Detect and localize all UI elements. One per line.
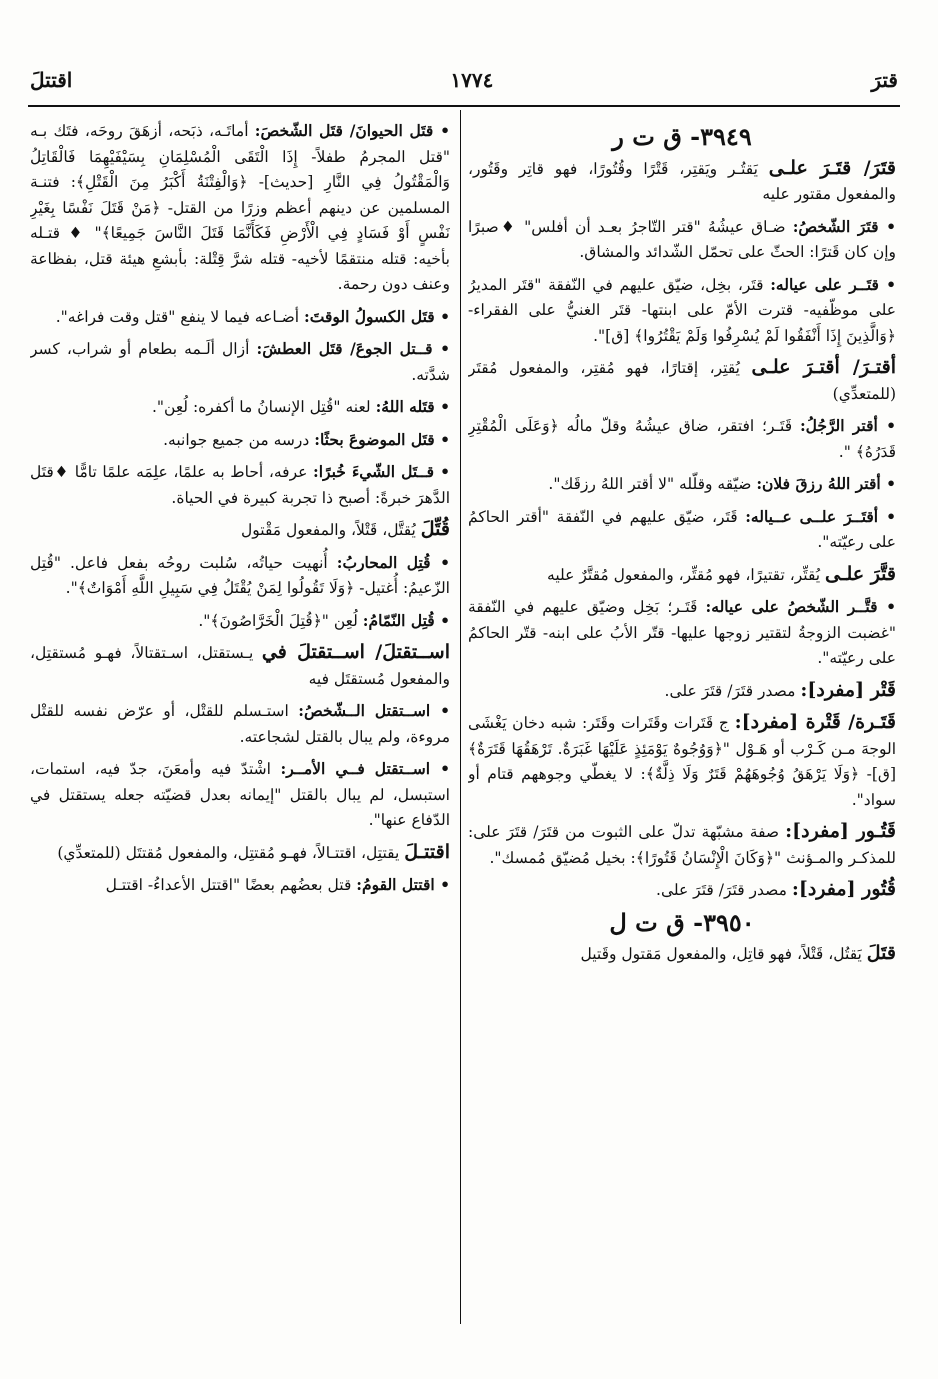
sense-headword: • قُتِل المحاربُ: [336, 552, 450, 572]
sense-paragraph [30, 427, 450, 454]
entry-headword: قَتُـور [مفرد]: [785, 820, 896, 842]
entry-headword: اســتقتلَ/ اســتقتلَ في [261, 641, 450, 663]
definition-text: لُعِن "﴿قُتِلَ الْخَرَّاصُونَ﴾". [198, 611, 363, 630]
sense-paragraph [30, 698, 450, 750]
definition-text: يَقتُـر ويَقتِر، قَتْرًا وقُتُورًا، فهو قاتِر وقَتُور، والمفعول مقتور عليه [468, 159, 896, 203]
definition-text: أماتَـه، ذبَحه، أزهَقَ روحَه، فتَك بـه "قتل المجرمُ طفلاً- إِذَا الْتَقَى الْمُسْلِمَانِ بِسَيْفَيْهِمَا فَالْقَاتِلُ وَالْمَقْتُولُ فِي النَّارِ [حديث]- ﴿وَالْفِتْنَةُ أَكْبَرُ مِنَ الْقَتْلِ﴾: فتنـة المسلمين عن دينهم أعظم وزرًا من القتل- ﴿مَنْ قَتَلَ نَفْسًا بِغَيْرِ نَفْسٍ أَوْ فَسَادٍ فِي الْأَرْضِ فَكَأَنَّمَا قَتَلَ النَّاسَ جَمِيعًا﴾" ♦ قتـله بأخيه: قتله منتقمًا لأخيه- قتله شرَّ قِتْلة: بأبشعِ هيئة قتل، بفظاعة وعنف دون رحمة. [30, 122, 450, 293]
entry-headword: قَتْر [مفرد]: [800, 678, 896, 701]
definition-text: أزال ألَـمه بطعام أو شراب، كسر شدَّته. [30, 340, 450, 384]
dictionary-entry [468, 941, 896, 968]
sense-paragraph [30, 756, 450, 834]
sense-headword: • قُتِل النّمّامُ: [362, 610, 450, 630]
sense-paragraph [468, 413, 896, 465]
dictionary-entry [468, 156, 896, 208]
page-number: ١٧٧٤ [450, 68, 494, 92]
sense-headword: • اســتقتل الــشّخصُ: [298, 701, 450, 720]
definition-text: قَتَـر؛ بَخِل وضيّق عليهم في النّفقة "غضبت الزوجةُ لتقتير زوجها عليها- قتّر الأبُ على ابنه- قتّر الحاكمُ على رعيّته". [468, 598, 896, 667]
header-rule [28, 105, 900, 107]
sense-headword: • قتَل الموضوعَ بحثًا: [314, 429, 450, 449]
definition-text: درسه من جميع جوانبه. [163, 430, 315, 449]
sense-headword: • أقتَــرَ علــى عــياله: [745, 506, 896, 526]
definition-text: أُنهيت حياتُه، سُلبت روحُه بفعل فاعل. "قُتِل الزّعيمُ: أُغتيل- ﴿وَلَا تَقُولُوا لِمَنْ يُقْتَلُ فِي سَبِيلِ اللَّهِ أَمْوَاتٌ﴾". [30, 553, 450, 597]
entry-headword: اقتتـلَ [404, 840, 450, 863]
definition-text: مصدر قتَرَ/ قتَرَ على. [664, 681, 801, 700]
dictionary-entry [468, 355, 896, 407]
definition-text: عرفه، أحاط به علمًا، علِمَه علمًا تامًّا ♦قتَل الدَّهرَ خبرةً: أصبح ذا تجربة كبيرة في الحياة. [30, 463, 450, 507]
definition-text: ج قَتَرات وقَتَرات وقَتَر: شبه دخان يَغْشَى الوجهَ مـن كَـرْب أو هَـوْل "﴿وَوُجُوهٌ يَوْمَئِذٍ عَلَيْهَا غَبَرَةٌ. تَرْهَقُهَا قَتَرَةٌ﴾ [ق]- ﴿وَلَا يَرْهَقُ وُجُوهَهُمْ قَتَرٌ وَلَا ذِلَّةٌ﴾: لا يغطّي وجوههم قتام أو سواد". [468, 714, 896, 809]
sense-headword: • قتَل الحيوانَ/ قتَل الشّخصَ: [254, 121, 450, 140]
definition-text: قتَر، بخِل، ضيّق عليهم في النّفقة "قتَر المديرُ على موظّفيه- قترت الأمّ على ابنتها- قتَر الغنيُّ على الفقراء- ﴿وَالَّذِينَ إِذَا أَنْفَقُوا لَمْ يُسْرِفُوا وَلَمْ يَقْتُرُوا﴾ [ق]". [468, 275, 896, 345]
sense-headword: • اســتقتل فــي الأمــر: [280, 759, 450, 778]
definition-text: مصدر قتَرَ/ قتَرَ على. [656, 881, 792, 899]
sense-paragraph [30, 550, 450, 602]
definition-text: ضيّقه وقلّله "لا أقتر اللهُ رزقَك". [548, 475, 757, 493]
sense-headword: • اقتتل القومُ: [356, 875, 450, 894]
definition-text: صفة مشبّهة تدلّ على الثبوت من قتَرَ/ قتَرَ على: للمذكـر والمـؤنث "﴿وَكَانَ الْإِنْسَانُ قَتُورًا﴾: بخيل مُضيّق مُمسك". [468, 823, 896, 867]
sense-paragraph [30, 608, 450, 635]
root-heading: ٣٩٥٠- ق ت ل [609, 907, 755, 937]
definition-text: قَتَـر؛ افتقر، ضاق عيشُهُ وقلّ مالُه ﴿وَعَلَى الْمُقْتِرِ قَدَرُهُ﴾ ". [468, 417, 896, 461]
definition-text: يـستقتل، اسـتقتالاً، فهـو مُستقتِل، والمفعول مُستقتَل فيه [30, 644, 450, 688]
dictionary-entry [30, 517, 450, 544]
definition-text: استـسلم للقتْل، أو عرّض نفسه للقتْل مروءة، ولم يبال بالقتل لشجاعته. [30, 702, 450, 746]
dictionary-entry [30, 840, 450, 867]
sense-paragraph [30, 336, 450, 388]
sense-paragraph [468, 504, 896, 556]
definition-text: أضـاعه فيما لا ينفع "قتل وقت فراغه". [55, 307, 304, 326]
sense-paragraph [30, 394, 450, 421]
dictionary-entry [468, 678, 896, 705]
definition-text: لعنه "قُتِل الإنسانُ ما أكفره: لُعِن". [151, 398, 376, 416]
definition-text: يُقتَّل، قَتْلاً، والمفعول مَقْتول [241, 521, 421, 539]
definition-text: ضـاق عيشُهُ "قتر التّاجرُ بعـد أن أفلس" ♦صبرًا وإن كان قَترًا: الحثّ على تحمّل الشّدائد والمشاق. [468, 217, 896, 261]
sense-paragraph [468, 214, 896, 266]
header-left-word: اقتتلَ [30, 68, 73, 92]
dictionary-entry [468, 877, 896, 904]
sense-headword: • قتَرَ الشّخصُ: [792, 216, 896, 236]
sense-paragraph [30, 459, 450, 511]
column-divider [460, 110, 461, 1324]
sense-headword: • قتَّــر الشّخصُ على عياله: [705, 597, 896, 616]
sense-paragraph [468, 594, 896, 672]
definition-text: اشْتدّ فيه وأمعَنَ، جدّ فيه، استمات، استبسل، لم يبال بالقتل "إيمانه بعدل قضيّته جعله يستقتل في الدّفاع عنها". [30, 760, 450, 829]
root-heading: ٣٩٤٩- ق ت ر [612, 122, 752, 151]
dictionary-entry [468, 562, 896, 589]
dictionary-entry [30, 640, 450, 692]
header-right-word: قترَ [871, 68, 898, 92]
dictionary-entry [468, 710, 896, 813]
sense-headword: • قتَل الكسولُ الوقتَ: [304, 306, 450, 326]
entry-headword: قُتِّلَ [420, 518, 450, 540]
running-head [30, 60, 898, 100]
entry-headword: قتَرَ/ قتَـرَ علـى [768, 156, 896, 179]
entry-headword: قتَّرَ علـى [825, 562, 896, 585]
definition-text: يُقتِر، إقتارًا، فهو مُقتِر، والمفعول مُقتَر (للمتعدِّي) [468, 359, 896, 403]
definition-text: قتل بعضُهم بعضًا "اقتتل الأعداءُ- اقتتـل [105, 876, 357, 894]
entry-headword: قتَلَ [866, 942, 896, 964]
left-column [30, 118, 450, 1324]
sense-paragraph [30, 304, 450, 331]
sense-paragraph [468, 471, 896, 498]
right-column [468, 118, 896, 1324]
entry-headword: أقتـرَ/ أقتـرَ علـى [751, 356, 896, 378]
sense-headword: • أقتر الرَّجُلُ: [799, 416, 896, 435]
definition-text: يُقتِّر، تقتيرًا، فهو مُقتِّر، والمفعول مُقتَّرٌ عليه [547, 565, 826, 584]
entry-headword: قُتُور [مفرد]: [791, 878, 896, 900]
definition-text: يقتتِل، اقتتـالاً، فهـو مُقتتِل، والمفعول مُقتتَل (للمتعدِّي) [57, 843, 405, 862]
sense-paragraph [30, 118, 450, 298]
entry-headword: قَتَـرة/ قَتْرة [مفرد]: [734, 711, 896, 733]
definition-text: يَقتُل، قَتْلاً، فهو قاتِل، والمفعول مَقتول وقَتيل [580, 945, 867, 963]
sense-headword: • أقتر اللهُ رزقَ فلان: [756, 474, 896, 493]
definition-text: قَتَر، ضيّق عليهم في النّفقة "أقتر الحاكمُ على رعيّته". [468, 507, 896, 551]
sense-headword: • قتَله اللهُ: [375, 397, 450, 416]
sense-headword: • قتَــر على عياله: [770, 274, 896, 294]
sense-paragraph [468, 272, 896, 350]
sense-paragraph [30, 872, 450, 899]
dictionary-entry [468, 819, 896, 871]
sense-headword: • قــتل الجوعَ/ قتَل العطشَ: [256, 339, 450, 358]
sense-headword: • قــتَل الشّيءَ خُبرًا: [313, 462, 450, 481]
